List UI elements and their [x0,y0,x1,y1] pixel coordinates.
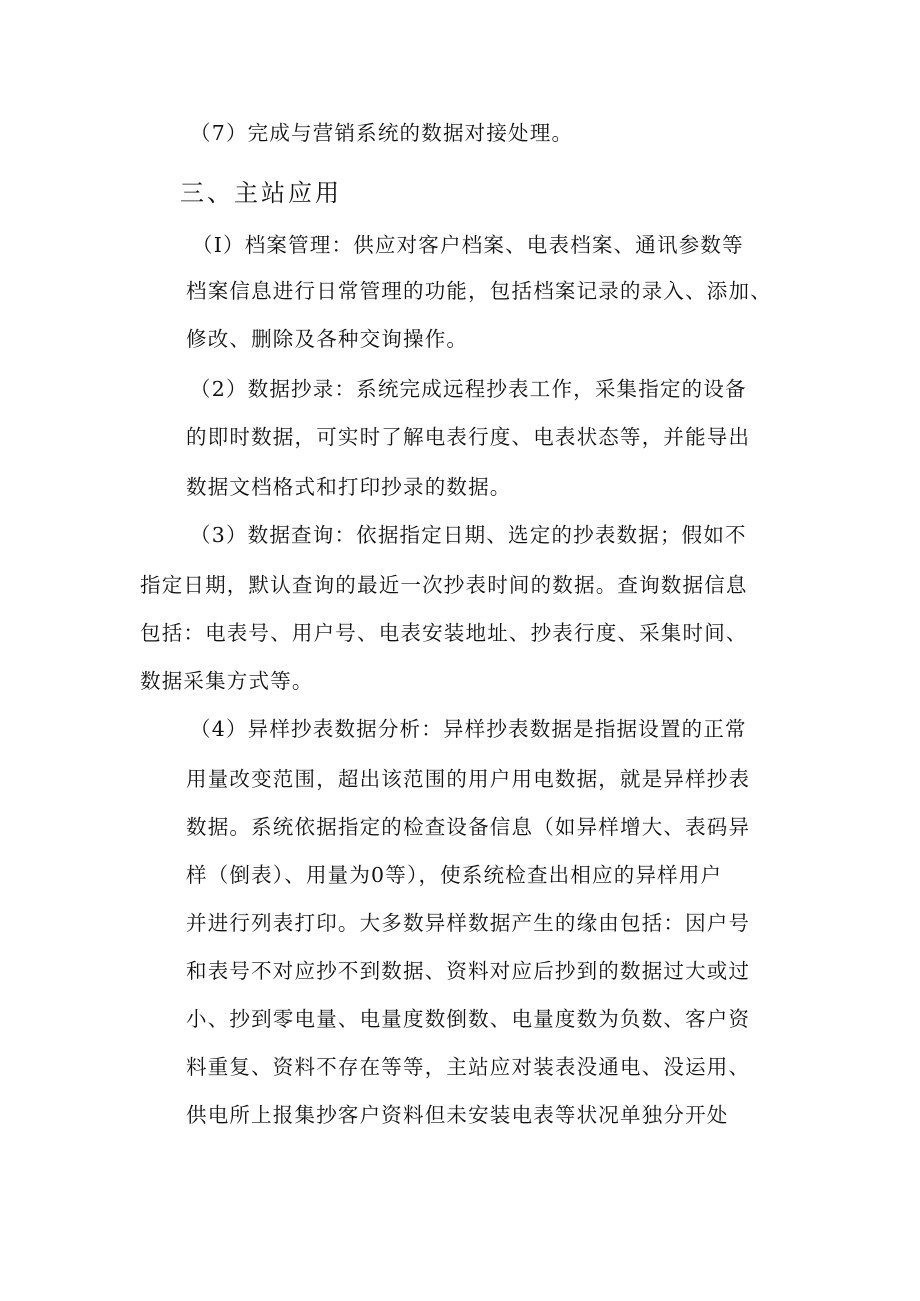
text-line-reading-1: （2）数据抄录：系统完成远程抄表工作，采集指定的设备 [190,377,747,401]
text-line-query-1: （3）数据查询：依据指定日期、选定的抄表数据；假如不 [190,523,747,547]
text-line-query-2: 指定日期，默认查询的最近一次抄表时间的数据。查询数据信息 [140,573,748,597]
text-line-anomaly-5: 并进行列表打印。大多数异样数据产生的缘由包括：因户号 [186,911,751,935]
text-line-anomaly-6: 和表号不对应抄不到数据、资料对应后抄到的数据过大或过 [186,959,751,983]
text-line-anomaly-2: 用量改变范围，超出该范围的用户用电数据，就是异样抄表 [186,767,751,791]
section-heading: 三、主站应用 [180,179,342,207]
text-line-anomaly-1: （4）异样抄表数据分析：异样抄表数据是指据设置的正常 [190,717,747,741]
text-line-anomaly-7: 小、抄到零电量、电量度数倒数、电量度数为负数、客户资 [186,1007,751,1031]
text-line-archive-1: （I）档案管理：供应对客户档案、电表档案、通讯参数等 [192,233,744,257]
text-line-anomaly-9: 供电所上报集抄客户资料但未安装电表等状况单独分开处 [186,1103,729,1127]
text-line-archive-2: 档案信息进行日常管理的功能，包括档案记录的录入、添加、 [186,279,772,303]
text-line-anomaly-8: 料重复、资料不存在等等，主站应对装表没通电、没运用、 [186,1055,751,1079]
text-line-anomaly-3: 数据。系统依据指定的检查设备信息（如异样增大、表码异 [186,815,751,839]
text-line-anomaly-4: 样（倒表）、用量为0等），使系统检查出相应的异样用户 [186,863,723,887]
text-line-reading-2: 的即时数据，可实时了解电表行度、电表状态等，并能导出 [186,425,751,449]
text-line-archive-3: 修改、删除及各种交询操作。 [186,327,469,351]
text-line-query-3: 包括：电表号、用户号、电表安装地址、抄表行度、采集时间、 [140,621,748,645]
text-line-reading-3: 数据文档格式和打印抄录的数据。 [186,475,512,499]
text-line-item7: （7）完成与营销系统的数据对接处理。 [190,121,574,145]
text-line-query-4: 数据采集方式等。 [140,669,314,693]
